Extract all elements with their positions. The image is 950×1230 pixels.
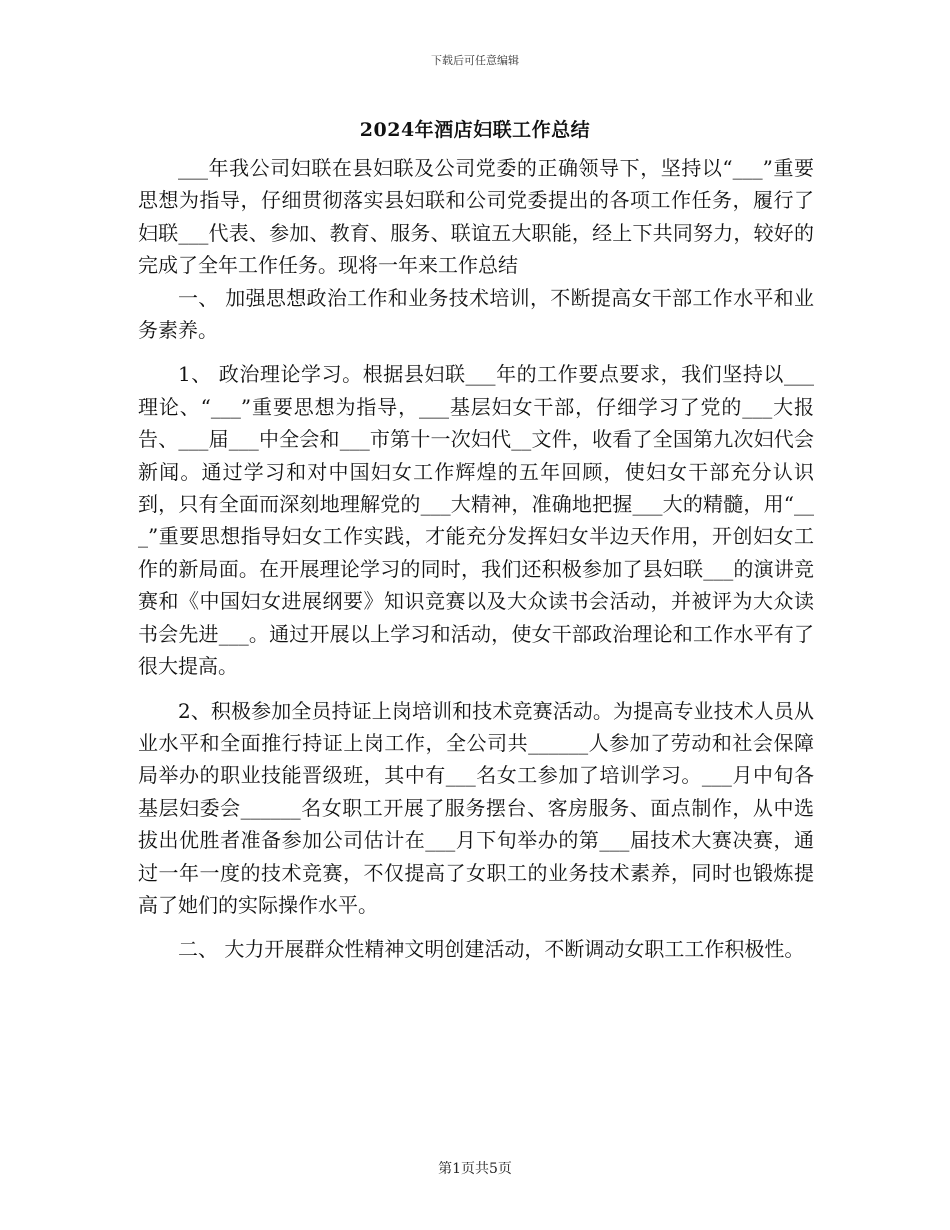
- paragraph-intro: ___年我公司妇联在县妇联及公司党委的正确领导下，坚持以“___”重要思想为指导，仔细贯彻落实县妇联和公司党委提出的各项工作任务，履行了妇联___代表、参加、教育、服务、联谊五大职能，经上下共同努力，较好的完成了全年工作任务。现将一年来工作总结: [138, 156, 814, 278]
- paragraph-section-2-heading: 二、 大力开展群众性精神文明创建活动，不断调动女职工工作积极性。: [178, 937, 805, 962]
- header-note: 下载后可任意编辑: [431, 54, 519, 67]
- document-title: 2024年酒店妇联工作总结: [359, 119, 591, 141]
- page-number: 第1页共5页: [438, 1161, 512, 1177]
- paragraph-section-1-heading: 一、 加强思想政治工作和业务技术培训，不断提高女干部工作水平和业务素养。: [138, 285, 814, 343]
- document-body: [138, 152, 814, 966]
- paragraph-item-1: 1、 政治理论学习。根据县妇联___年的工作要点要求，我们坚持以___理论、“___”重要思想为指导，___基层妇女干部，仔细学习了党的___大报告、___届___中全会和___市第十一次妇代__文件，收看了全国第九次妇代会新闻。通过学习和对中国妇女工作辉煌的五年回顾，使妇女干部充分认识到，只有全面而深刻地理解党的___大精神，准确地把握___大的精髓，用“___”重要思想指导妇女工作实践，才能充分发挥妇女半边天作用，开创妇女工作的新局面。在开展理论学习的同时，我们还积极参加了县妇联___的演讲竞赛和《中国妇女进展纲要》知识竞赛以及大众读书会活动，并被评为大众读书会先进___。通过开展以上学习和活动，使女干部政治理论和工作水平有了很大提高。: [138, 362, 814, 679]
- paragraph-item-2: 2、积极参加全员持证上岗培训和技术竞赛活动。为提高专业技术人员从业水平和全面推行持证上岗工作，全公司共______人参加了劳动和社会保障局举办的职业技能晋级班，其中有___名女工参加了培训学习。___月中旬各基层妇委会______名女职工开展了服务摆台、客房服务、面点制作，从中选拔出优胜者准备参加公司估计在___月下旬举办的第___届技术大赛决赛，通过一年一度的技术竞赛，不仅提高了女职工的业务技术素养，同时也锻炼提高了她们的实际操作水平。: [138, 698, 814, 917]
